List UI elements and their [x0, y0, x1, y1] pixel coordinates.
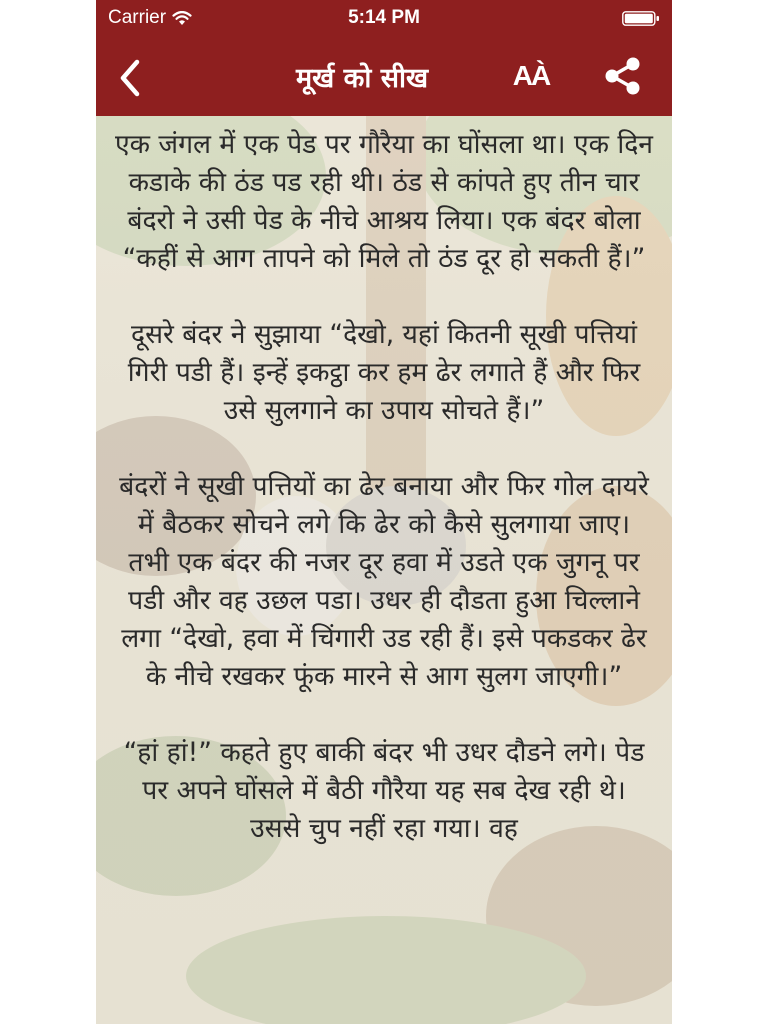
navigation-bar — [96, 38, 672, 116]
back-button[interactable] — [108, 56, 152, 100]
share-button[interactable] — [598, 52, 648, 100]
phone-screen — [96, 0, 672, 1024]
status-bar — [96, 0, 672, 38]
chevron-left-icon — [117, 58, 143, 98]
story-paragraph: एक जंगल में एक पेड पर गौरैया का घोंसला था। एक दिन कडाके की ठंड पड रही थी। ठंड से कांपते हुए तीन चार बंदरो ने उसी पेड के नीचे आश्रय लिया। एक बंदर बोला “कहीं से आग तापने को मिले तो ठंड दूर हो सकती हैं।” — [114, 129, 654, 274]
carrier-label: Carrier — [108, 7, 167, 28]
font-size-button[interactable]: AÀ — [512, 60, 550, 91]
status-time: 5:14 PM — [348, 7, 420, 28]
share-icon — [602, 55, 644, 97]
story-text — [114, 126, 654, 886]
story-paragraph: बंदरों ने सूखी पत्तियों का ढेर बनाया और फिर गोल दायरे में बैठकर सोचने लगे कि ढेर को कैसे सुलगाया जाए। तभी एक बंदर की नजर दूर हवा में उडते एक जुगनू पर पडी और वह उछल पडा। उधर ही दौडता हुआ चिल्लाने लगा “देखो, हवा में चिंगारी उड रही हैं। इसे पकडकर ढेर के नीचे रखकर फूंक मारने से आग सुलग जाएगी।” — [119, 471, 649, 692]
story-paragraph: दूसरे बंदर ने सुझाया “देखो, यहां कितनी सूखी पत्तियां गिरी पडी हैं। इन्हें इकट्ठा कर हम ढेर लगाते हैं और फिर उसे सुलगाने का उपाय सोचते हैं।” — [127, 319, 641, 426]
battery-icon — [622, 11, 660, 26]
story-paragraph: “हां हां!” कहते हुए बाकी बंदर भी उधर दौडने लगे। पेड पर अपने घोंसले में बैठी गौरैया यह सब देख रही थे। उससे चुप नहीं रहा गया। वह — [123, 737, 645, 844]
page-title: मूर्ख को सीख — [296, 63, 429, 94]
